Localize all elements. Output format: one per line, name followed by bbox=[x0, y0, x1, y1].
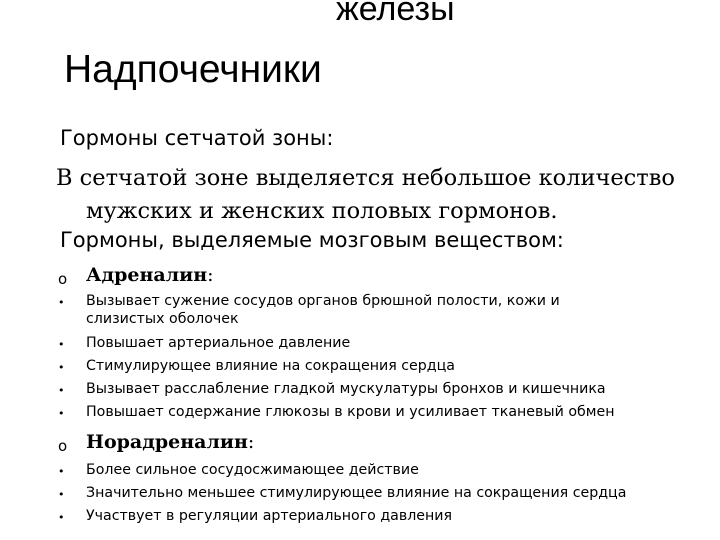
list-item: Повышает артериальное давление bbox=[86, 335, 351, 351]
section-heading-suffix: : bbox=[207, 264, 214, 286]
bullet-dot: • bbox=[58, 407, 65, 420]
section-marker: o bbox=[58, 437, 68, 455]
section-heading-adrenaline bbox=[86, 264, 214, 286]
bullet-dot: • bbox=[58, 511, 65, 524]
list-item bbox=[86, 292, 560, 328]
list-item: Значительно меньшее стимулирующее влияние на сокращения сердца bbox=[86, 485, 627, 501]
list-item: Повышает содержание глюкозы в крови и усиливает тканевый обмен bbox=[86, 404, 615, 420]
list-item: Вызывает расслабление гладкой мускулатуры бронхов и кишечника bbox=[86, 381, 606, 397]
list-item: Более сильное сосудосжимающее действие bbox=[86, 462, 419, 478]
slide-title: Надпочечники bbox=[64, 48, 322, 91]
section-heading-suffix: : bbox=[247, 431, 255, 453]
top-title: железы bbox=[336, 0, 455, 28]
bullet-dot: • bbox=[58, 338, 65, 351]
section-heading-noradrenaline bbox=[86, 431, 254, 453]
reticular-text-line-1: В сетчатой зоне выделяется небольшое количество bbox=[56, 165, 675, 191]
section-heading-name: Норадреналин bbox=[86, 431, 248, 453]
bullet-dot: • bbox=[58, 488, 65, 501]
list-item-line: Вызывает сужение сосудов органов брюшной полости, кожи и bbox=[86, 293, 560, 309]
list-item: Участвует в регуляции артериального давления bbox=[86, 508, 453, 524]
bullet-dot: • bbox=[58, 296, 65, 309]
medulla-heading: Гормоны, выделяемые мозговым веществом: bbox=[60, 228, 564, 252]
section-heading-name: Адреналин bbox=[86, 264, 208, 286]
bullet-dot: • bbox=[58, 465, 65, 478]
reticular-heading: Гормоны сетчатой зоны: bbox=[60, 126, 334, 150]
bullet-dot: • bbox=[58, 361, 65, 374]
list-item: Стимулирующее влияние на сокращения сердца bbox=[86, 358, 455, 374]
bullet-dot: • bbox=[58, 384, 65, 397]
reticular-text-line-2: мужских и женских половых гормонов. bbox=[86, 198, 558, 224]
section-marker: o bbox=[58, 270, 68, 288]
list-item-line: слизистых оболочек bbox=[86, 311, 239, 327]
